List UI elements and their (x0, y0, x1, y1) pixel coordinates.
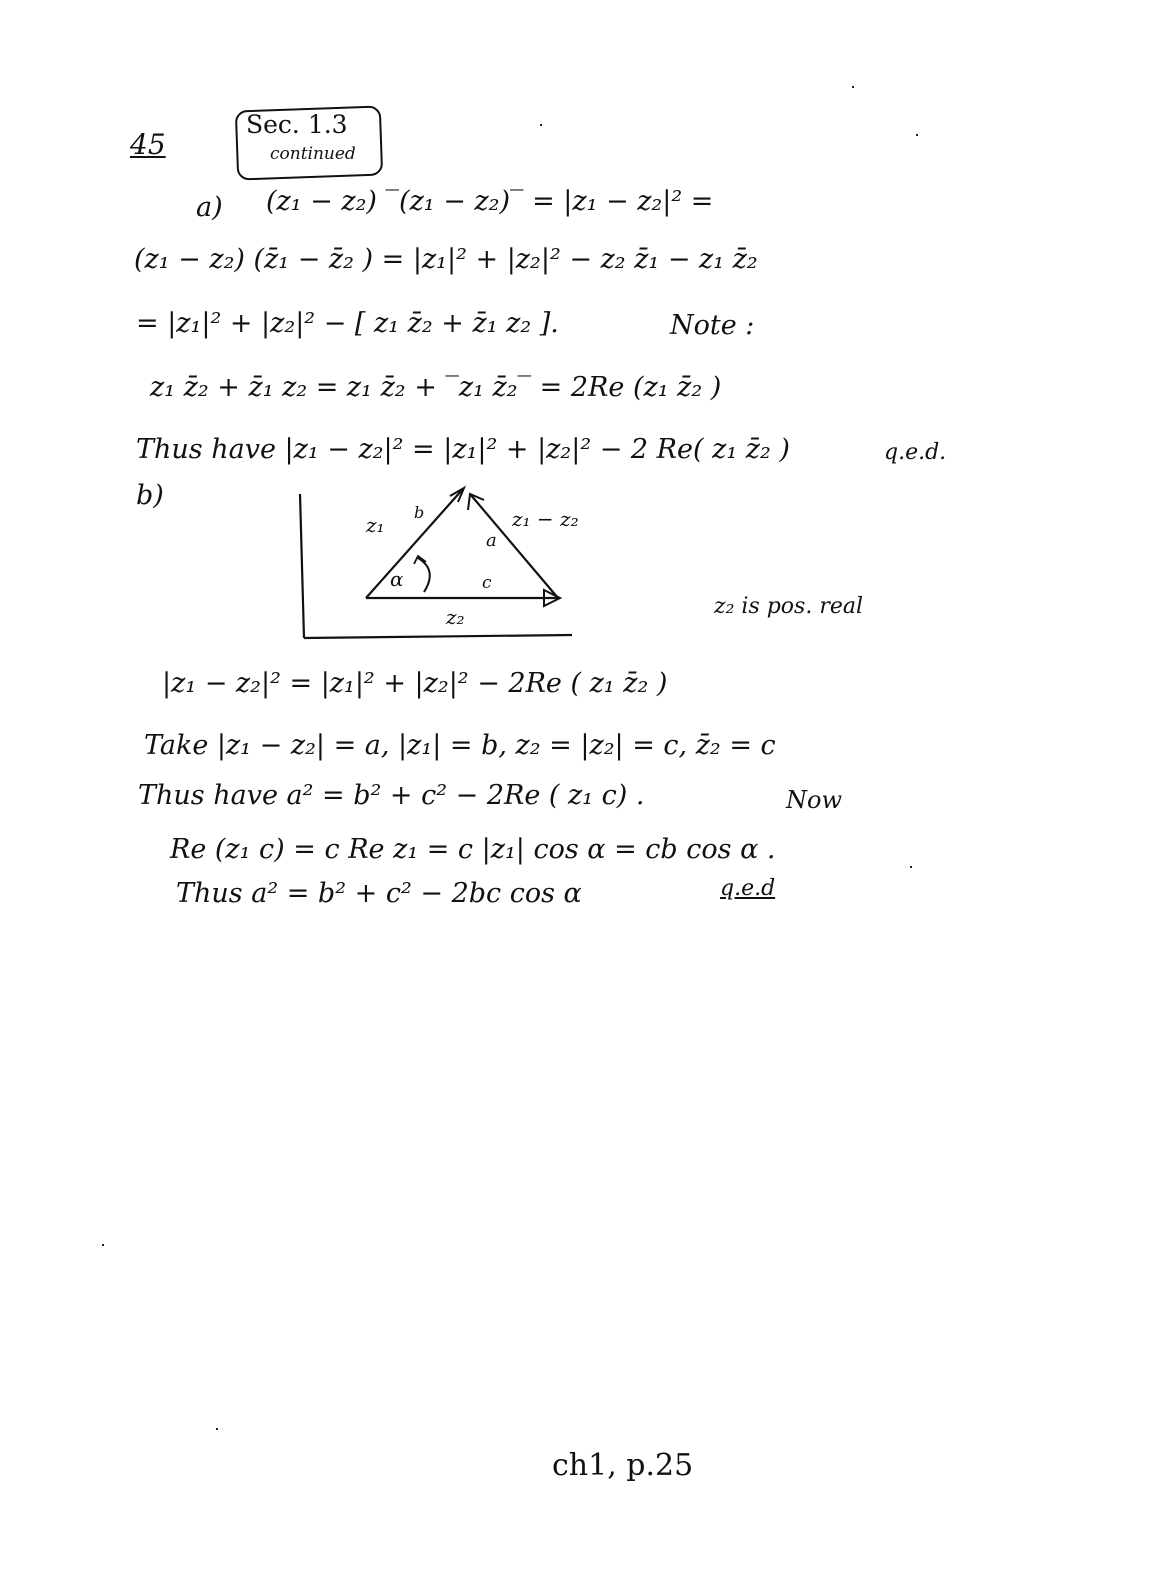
section-subtitle: continued (270, 144, 356, 164)
part-b-qed: q.e.d (720, 876, 776, 901)
figure-note: z₂ is pos. real (714, 594, 864, 619)
scan-speck (916, 134, 918, 136)
scan-speck (102, 1244, 104, 1246)
part-b-line-4: Re (z₁ c) = c Re z₁ = c |z₁| cos α = cb cos α . (170, 834, 776, 865)
part-a-conclusion: Thus have |z₁ − z₂|² = |z₁|² + |z₂|² − 2 Re( z₁ z̄₂ ) (136, 434, 790, 465)
scan-speck (910, 866, 912, 868)
page-footer: ch1, p.25 (552, 1448, 694, 1483)
part-a-line-3: = |z₁|² + |z₂|² − [ z₁ z̄₂ + z̄₁ z₂ ]. (136, 308, 559, 339)
label-z2: z₂ (446, 605, 465, 629)
label-b: b (414, 503, 425, 522)
label-z1: z₁ (366, 513, 385, 537)
part-b-line-1: |z₁ − z₂|² = |z₁|² + |z₂|² − 2Re ( z₁ z̄₂ ) (162, 668, 668, 699)
note-label: Note : (670, 310, 755, 341)
part-a-qed: q.e.d. (884, 440, 947, 465)
part-b-line-3: Thus have a² = b² + c² − 2Re ( z₁ c) . (138, 780, 645, 811)
scan-speck (216, 1428, 218, 1430)
problem-number: 45 (130, 128, 166, 161)
label-a: a (486, 530, 497, 551)
scan-speck (540, 124, 542, 126)
angle-arc (418, 558, 430, 592)
label-c: c (482, 573, 492, 593)
triangle-figure (290, 480, 630, 650)
part-b-line-5: Thus a² = b² + c² − 2bc cos α (176, 878, 582, 909)
scan-speck (852, 86, 854, 88)
section-title: Sec. 1.3 (246, 110, 348, 139)
part-a-label: a) (196, 192, 223, 223)
now-label: Now (786, 786, 842, 814)
part-a-line-4: z₁ z̄₂ + z̄₁ z₂ = z₁ z̄₂ + ‾z₁ z̄₂‾ = 2Re (z₁ z̄₂ ) (150, 372, 722, 403)
label-alpha: α (390, 567, 404, 591)
label-z1-minus-z2: z₁ − z₂ (512, 507, 579, 531)
part-b-label: b) (136, 480, 164, 511)
part-b-line-2: Take |z₁ − z₂| = a, |z₁| = b, z₂ = |z₂| = c, z̄₂ = c (144, 730, 776, 761)
part-a-line-2: (z₁ − z₂) (z̄₁ − z̄₂ ) = |z₁|² + |z₂|² − z₂ z̄₁ − z₁ z̄₂ (134, 244, 758, 275)
part-a-line-1: (z₁ − z₂) ‾(z₁ − z₂)‾ = |z₁ − z₂|² = (266, 186, 714, 217)
